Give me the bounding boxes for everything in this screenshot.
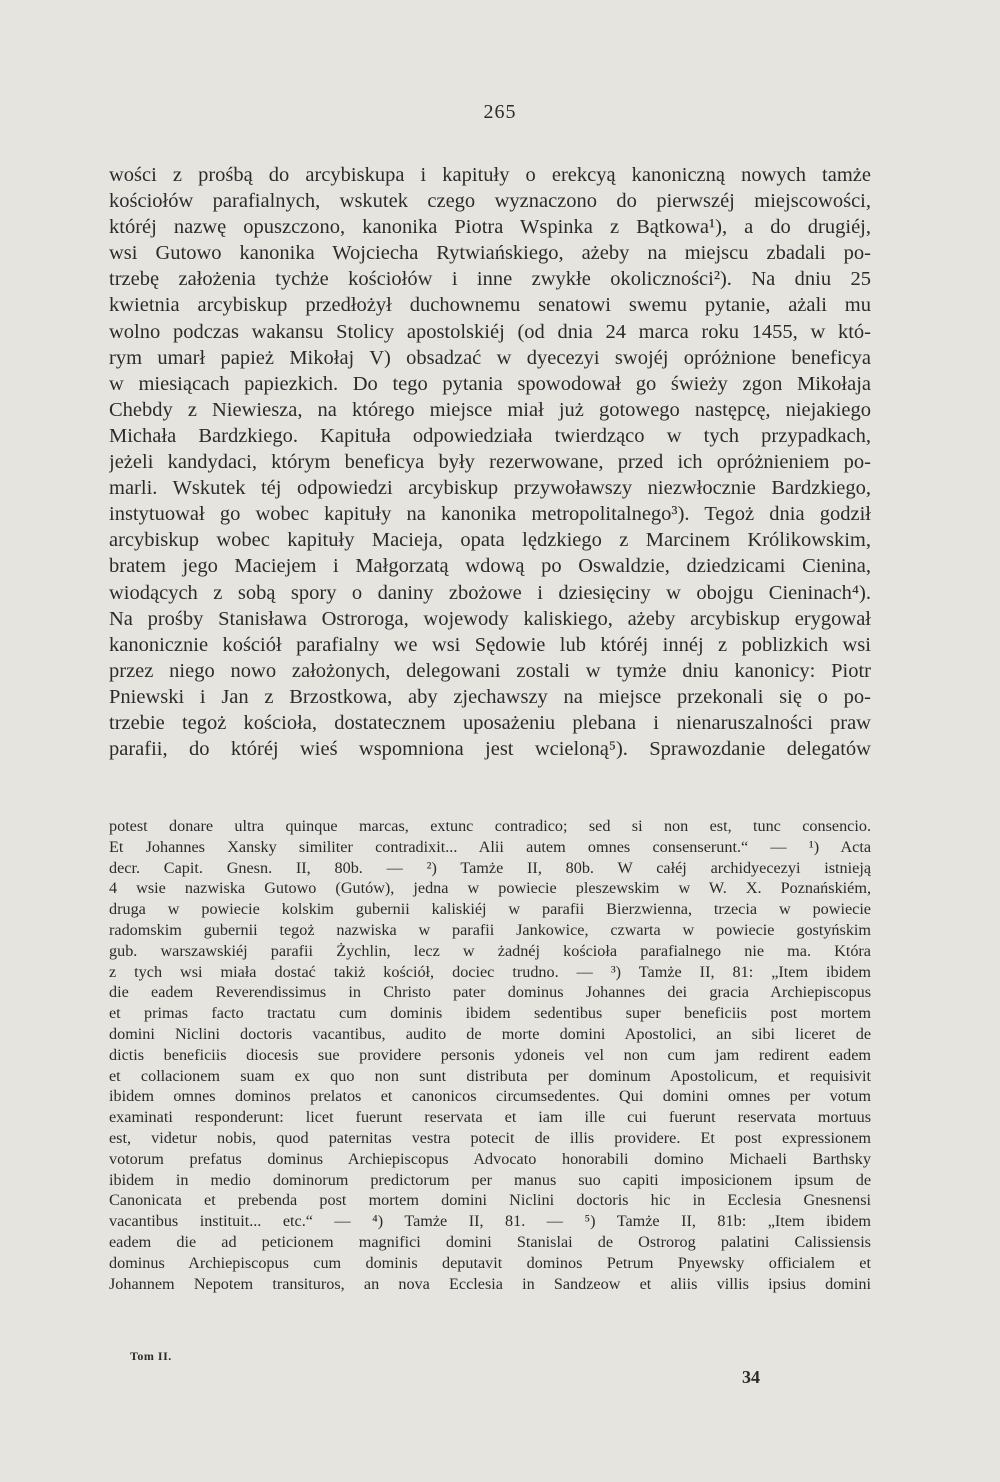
- footnote-line: Canonicata et prebenda post mortem domini Niclini doctoris hic in Ecclesia Gnesnensi: [109, 1191, 871, 1210]
- text-line: Pniewski i Jan z Brzostkowa, aby zjechawszy na miejsce przekonali się o po-: [109, 685, 871, 708]
- footnote-line: eadem die ad peticionem magnifici domini Stanislai de Ostrorog palatini Calissiensis: [109, 1232, 871, 1251]
- footnote-line: domini Niclini doctoris vacantibus, audito de morte domini Apostolici, an sibi liceret de: [109, 1024, 871, 1043]
- text-line: wiodących z sobą spory o daniny zbożowe i dziesięciny w obojgu Cieninach⁴).: [109, 581, 871, 604]
- text-line: instytuował go wobec kapituły na kanonika metropolitalnego³). Tegoż dnia godził: [109, 503, 871, 526]
- text-line: rym umarł papież Mikołaj V) obsadzać w dyecezyi swojéj opróżnione beneficya: [109, 346, 871, 369]
- footnote-line: est, videtur nobis, quod paternitas vestra potecit de illis providere. Et post expressionem: [109, 1128, 871, 1147]
- text-line: Na prośby Stanisława Ostroroga, wojewody kaliskiego, ażeby arcybiskup erygował: [109, 607, 871, 630]
- footnote-line: vacantibus instituit... etc.“ — ⁴) Tamże II, 81. — ⁵) Tamże II, 81b: „Item ibidem: [109, 1212, 871, 1231]
- text-line: któréj nazwę opuszczono, kanonika Piotra Wspinka z Bątkowa¹), a do drugiéj,: [109, 216, 871, 239]
- text-line: przez niego nowo założonych, delegowani zostali w tymże dniu kanonicy: Piotr: [109, 659, 871, 682]
- text-line: trzebie tegoż kościoła, dostatecznem uposażeniu plebana i nienaruszalności praw: [109, 711, 871, 734]
- text-line: bratem jego Maciejem i Małgorzatą wdową po Oswaldzie, dziedzicami Cienina,: [109, 555, 871, 578]
- text-line: wsi Gutowo kanonika Wojciecha Rytwiańskiego, ażeby na miejscu zbadali po-: [109, 242, 871, 265]
- text-line: w miesiącach papiezkich. Do tego pytania spowodował go świeży zgon Mikołaja: [109, 372, 871, 395]
- text-line: jeżeli kandydaci, którym beneficya były rezerwowane, przed ich opróżnieniem po-: [109, 451, 871, 474]
- footnote-line: die eadem Reverendissimus in Christo pater dominus Johannes dei gracia Archiepiscopus: [109, 983, 871, 1002]
- printer-signature: 34: [742, 1367, 760, 1387]
- text-line: parafii, do któréj wieś wspomniona jest wcieloną⁵). Sprawozdanie delegatów: [109, 738, 871, 761]
- footnote-line: Et Johannes Xansky similiter contradixit... Alii autem omnes consenserunt.“ — ¹) Acta: [109, 837, 871, 856]
- footnote-line: et primas facto tractatu cum dominis ibidem sedentibus super beneficiis post mortem: [109, 1004, 871, 1023]
- footnote-line: 4 wsie nazwiska Gutowo (Gutów), jedna w powiecie pleszewskim w W. X. Poznańskiém,: [109, 879, 871, 898]
- footnote-line: radomskim gubernii tegoż nazwiska w parafii Jankowice, czwarta w powiecie gostyńskim: [109, 920, 871, 939]
- footnote-line: dictis beneficiis diocesis sue providere personis ydoneis vel non cum jam redirent eadem: [109, 1045, 871, 1064]
- volume-label: Tom II.: [130, 1349, 172, 1363]
- page-number: 265: [483, 101, 517, 123]
- footnote-line: z tych wsi miała dostać takiż kościół, dociec trudno. — ³) Tamże II, 81: „Item ibidem: [109, 962, 871, 981]
- footnote-line: Johannem Nepotem transituros, an nova Ecclesia in Sandzeow et aliis villis ipsius domini: [109, 1274, 871, 1293]
- footnote-line: examinati responderunt: licet fuerunt reservata et iam ille cui fuerunt reservata mortuus: [109, 1108, 871, 1127]
- footnote-line: ibidem omnes dominos prelatos et canonicos circumsedentes. Qui domini omnes per votum: [109, 1087, 871, 1106]
- footnote-line: gub. warszawskiéj parafii Żychlin, lecz w żadnéj kościoła parafialnego nie ma. Która: [109, 941, 871, 960]
- footnote-line: dominus Archiepiscopus cum dominis deputavit dominos Petrum Pnyewsky officialem et: [109, 1253, 871, 1272]
- footnote-line: druga w powiecie kolskim gubernii kaliskiéj w parafii Bierzwienna, trzecia w powiecie: [109, 900, 871, 919]
- text-line: kwietnia arcybiskup przedłożył duchownemu senatowi swemu pytanie, ażali mu: [109, 294, 871, 317]
- text-line: Chebdy z Niewiesza, na którego miejsce miał już gotowego następcę, niejakiego: [109, 398, 871, 421]
- footnote-line: ibidem in medio dominorum predictorum per manus suo capiti imposicionem ipsum de: [109, 1170, 871, 1189]
- text-line: wości z prośbą do arcybiskupa i kapituły o erekcyą kanoniczną nowych tamże: [109, 164, 871, 186]
- main-text: [109, 162, 871, 762]
- footnote-line: et collacionem suam ex quo non sunt distributa per dominum Apostolicum, et requisivit: [109, 1066, 871, 1085]
- text-line: kościołów parafialnych, wskutek czego wyznaczono do pierwszéj miejscowości,: [109, 190, 871, 213]
- footnote-line: decr. Capit. Gnesn. II, 80b. — ²) Tamże II, 80b. W całéj archidyecezyi istnieją: [109, 858, 871, 877]
- footnotes: [109, 816, 871, 1294]
- text-line: marli. Wskutek téj odpowiedzi arcybiskup przywoławszy niezwłocznie Bardzkiego,: [109, 477, 871, 500]
- footnote-line: potest donare ultra quinque marcas, extunc contradico; sed si non est, tunc consencio.: [109, 817, 871, 835]
- text-line: kanonicznie kościół parafialny we wsi Sędowie lub któréj innéj z poblizkich wsi: [109, 633, 871, 656]
- footnote-line: votorum prefatus dominus Archiepiscopus Advocato honorabili domino Michaeli Barthsky: [109, 1149, 871, 1168]
- text-line: wolno podczas wakansu Stolicy apostolskiéj (od dnia 24 marca roku 1455, w któ-: [109, 320, 871, 343]
- text-line: trzebę założenia tychże kościołów i inne zwykłe okoliczności²). Na dniu 25: [109, 268, 871, 291]
- text-line: Michała Bardzkiego. Kapituła odpowiedziała twierdząco w tych przypadkach,: [109, 424, 871, 447]
- text-line: arcybiskup wobec kapituły Macieja, opata lędzkiego z Marcinem Królikowskim,: [109, 529, 871, 552]
